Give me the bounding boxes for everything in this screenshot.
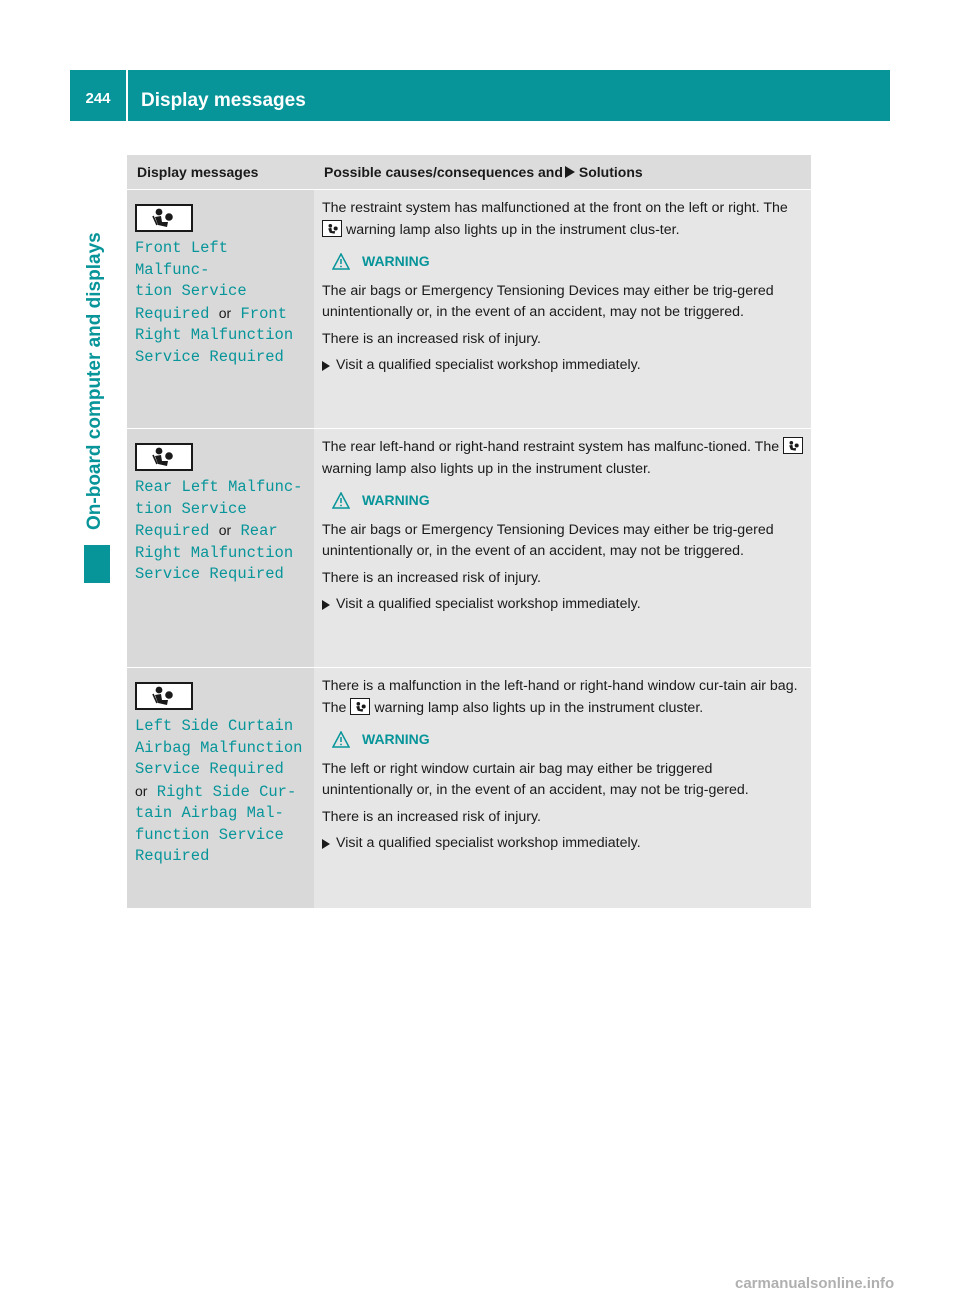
action-text: Visit a qualified specialist workshop immediately.: [336, 357, 641, 373]
risk-text: There is an increased risk of injury.: [322, 330, 541, 347]
airbag-warning-icon: [350, 698, 370, 715]
warning-triangle-icon: [332, 731, 350, 748]
cause-text: The restraint system has malfunctioned at the front on the left or right. The warning lamp also lights up in the instrument clus-ter.: [322, 200, 788, 238]
message-text: Left Side Curtain: [135, 717, 294, 735]
warning-text: The air bags or Emergency Tensioning Devices may either be trig-gered unintentionally or, in the event of an accident, may not be triggered.: [322, 521, 774, 559]
action-arrow-icon: [322, 839, 330, 849]
message-text: Service Required: [135, 760, 284, 778]
table-row: [127, 668, 811, 909]
message-text: Malfunc‐: [135, 260, 210, 279]
cause-text: There is a malfunction in the left-hand or right-hand window cur-tain air bag. The warning lamp also lights up in the instrument cluster.: [322, 678, 798, 716]
airbag-warning-icon: [135, 682, 193, 710]
warning-triangle-icon: [332, 492, 350, 509]
message-cell: [127, 668, 314, 908]
message-text: Required: [135, 847, 210, 865]
message-text: Front: [135, 239, 182, 257]
message-text: Required: [135, 304, 210, 323]
message-text: Front: [240, 304, 288, 323]
message-text: tion Service: [135, 282, 247, 300]
table-row: [127, 429, 811, 668]
footer-watermark: carmanualsonline.info: [735, 1275, 895, 1292]
message-text: Malfunction: [200, 738, 303, 757]
solution-cell: [314, 668, 811, 908]
message-text: Rear: [135, 478, 173, 496]
message-text: Airbag: [135, 738, 191, 757]
or-text: or: [218, 304, 232, 321]
message-text: Left: [190, 239, 229, 257]
message-text: Right Malfunction: [135, 326, 294, 344]
message-text: Right Malfunction: [135, 543, 294, 562]
display-message: [135, 477, 306, 586]
message-text: Left: [181, 478, 219, 496]
warning-label: WARNING: [362, 492, 430, 508]
warning-text: The air bags or Emergency Tensioning Devices may either be trig-gered unintentionally or, in the event of an accident, may not be triggered.: [322, 282, 774, 320]
header-separator: [126, 70, 128, 121]
action-arrow-icon: [322, 361, 330, 371]
message-text: Malfunc‐: [228, 478, 303, 496]
solution-cell: [314, 190, 811, 428]
table-row: [127, 190, 811, 429]
airbag-warning-icon: [322, 220, 342, 237]
warning-label: WARNING: [362, 253, 430, 269]
airbag-warning-icon: [135, 443, 193, 471]
cause-text: The rear left-hand or right-hand restraint system has malfunc-tioned. The warning lamp also lights up in the instrument cluster.: [322, 437, 805, 480]
message-text: tion Service: [135, 499, 247, 518]
message-text: Rear: [240, 522, 278, 540]
action-item: [322, 355, 805, 377]
risk-text: There is an increased risk of injury.: [322, 808, 541, 825]
message-text: function Service: [135, 825, 284, 844]
message-text: tain Airbag Mal‐: [135, 804, 284, 822]
airbag-warning-icon: [783, 437, 803, 454]
action-item: [322, 833, 805, 855]
action-text: Visit a qualified specialist workshop immediately.: [336, 835, 641, 851]
side-tab-label: On-board computer and displays: [84, 232, 105, 530]
message-cell: [127, 190, 314, 428]
side-tab-block: [84, 545, 110, 583]
page-title: Display messages: [141, 90, 306, 111]
display-messages-table: [127, 155, 811, 909]
page-number: 244: [85, 90, 111, 107]
warning-heading: [332, 251, 805, 273]
risk-text: There is an increased risk of injury.: [322, 569, 541, 586]
solution-cell: [314, 429, 811, 667]
message-text: Service Required: [135, 347, 284, 366]
col-header-messages: Display messages: [137, 164, 259, 180]
or-text: or: [135, 782, 148, 799]
action-text: Visit a qualified specialist workshop immediately.: [336, 596, 641, 612]
action-arrow-icon: [322, 600, 330, 610]
warning-text: The left or right window curtain air bag may either be triggered unintentionally or, in the event of an accident, may not be trig-gered.: [322, 760, 749, 798]
display-message: [135, 238, 306, 368]
warning-label: WARNING: [362, 731, 430, 747]
airbag-warning-icon: [135, 204, 193, 232]
message-cell: [127, 429, 314, 667]
or-text: or: [218, 522, 232, 538]
table-header: [127, 155, 811, 190]
message-text: Required: [135, 522, 210, 540]
col-header-causes: Possible causes/consequences and: [324, 164, 563, 180]
action-item: [322, 594, 805, 616]
header-arrow-icon: [565, 166, 575, 178]
message-text: Right Side Cur‐: [156, 782, 297, 801]
warning-heading: [332, 729, 805, 751]
display-message: [135, 716, 306, 868]
col-header-solutions: [314, 155, 811, 189]
warning-heading: [332, 490, 805, 512]
warning-triangle-icon: [332, 253, 350, 270]
message-text: Service Required: [135, 565, 284, 583]
col-header-solutions-label: Solutions: [578, 164, 643, 180]
